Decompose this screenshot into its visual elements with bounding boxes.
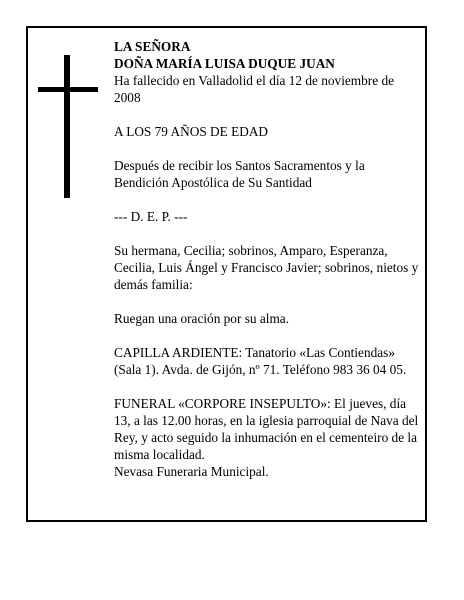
chapel-details: CAPILLA ARDIENTE: Tanatorio «Las Contiendas» (Sala 1). Avda. de Gijón, nº 71. Teléfono 983 36 04 05. xyxy=(114,345,407,377)
funeral-details: FUNERAL «CORPORE INSEPULTO»: El jueves, día 13, a las 12.00 horas, en la iglesia parroquial de Nava del Rey, y acto seguido la inhumación en el cementeiro de la misma localidad. xyxy=(114,396,419,462)
cross-vertical-bar xyxy=(64,55,70,198)
sacraments-line: Después de recibir los Santos Sacramentos y la Bendición Apostólica de Su Santidad xyxy=(114,158,365,190)
funeral-home: Nevasa Funeraria Municipal. xyxy=(114,464,269,479)
death-announcement: Ha fallecido en Valladolid el día 12 de noviembre de 2008 xyxy=(114,73,395,105)
cross-horizontal-bar xyxy=(38,87,98,92)
rest-in-peace-line: --- D. E. P. --- xyxy=(114,209,188,224)
latin-cross-icon xyxy=(38,55,98,198)
family-line: Su hermana, Cecilia; sobrinos, Amparo, Esperanza, Cecilia, Luis Ángel y Francisco Javier; sobrinos, nietos y demás familia: xyxy=(114,243,419,292)
notice-title: LA SEÑORA xyxy=(114,39,191,54)
obituary-text xyxy=(114,38,420,480)
deceased-name: DOÑA MARÍA LUISA DUQUE JUAN xyxy=(114,56,335,71)
prayer-request: Ruegan una oración por su alma. xyxy=(114,311,290,326)
age-line: A LOS 79 AÑOS DE EDAD xyxy=(114,124,269,139)
